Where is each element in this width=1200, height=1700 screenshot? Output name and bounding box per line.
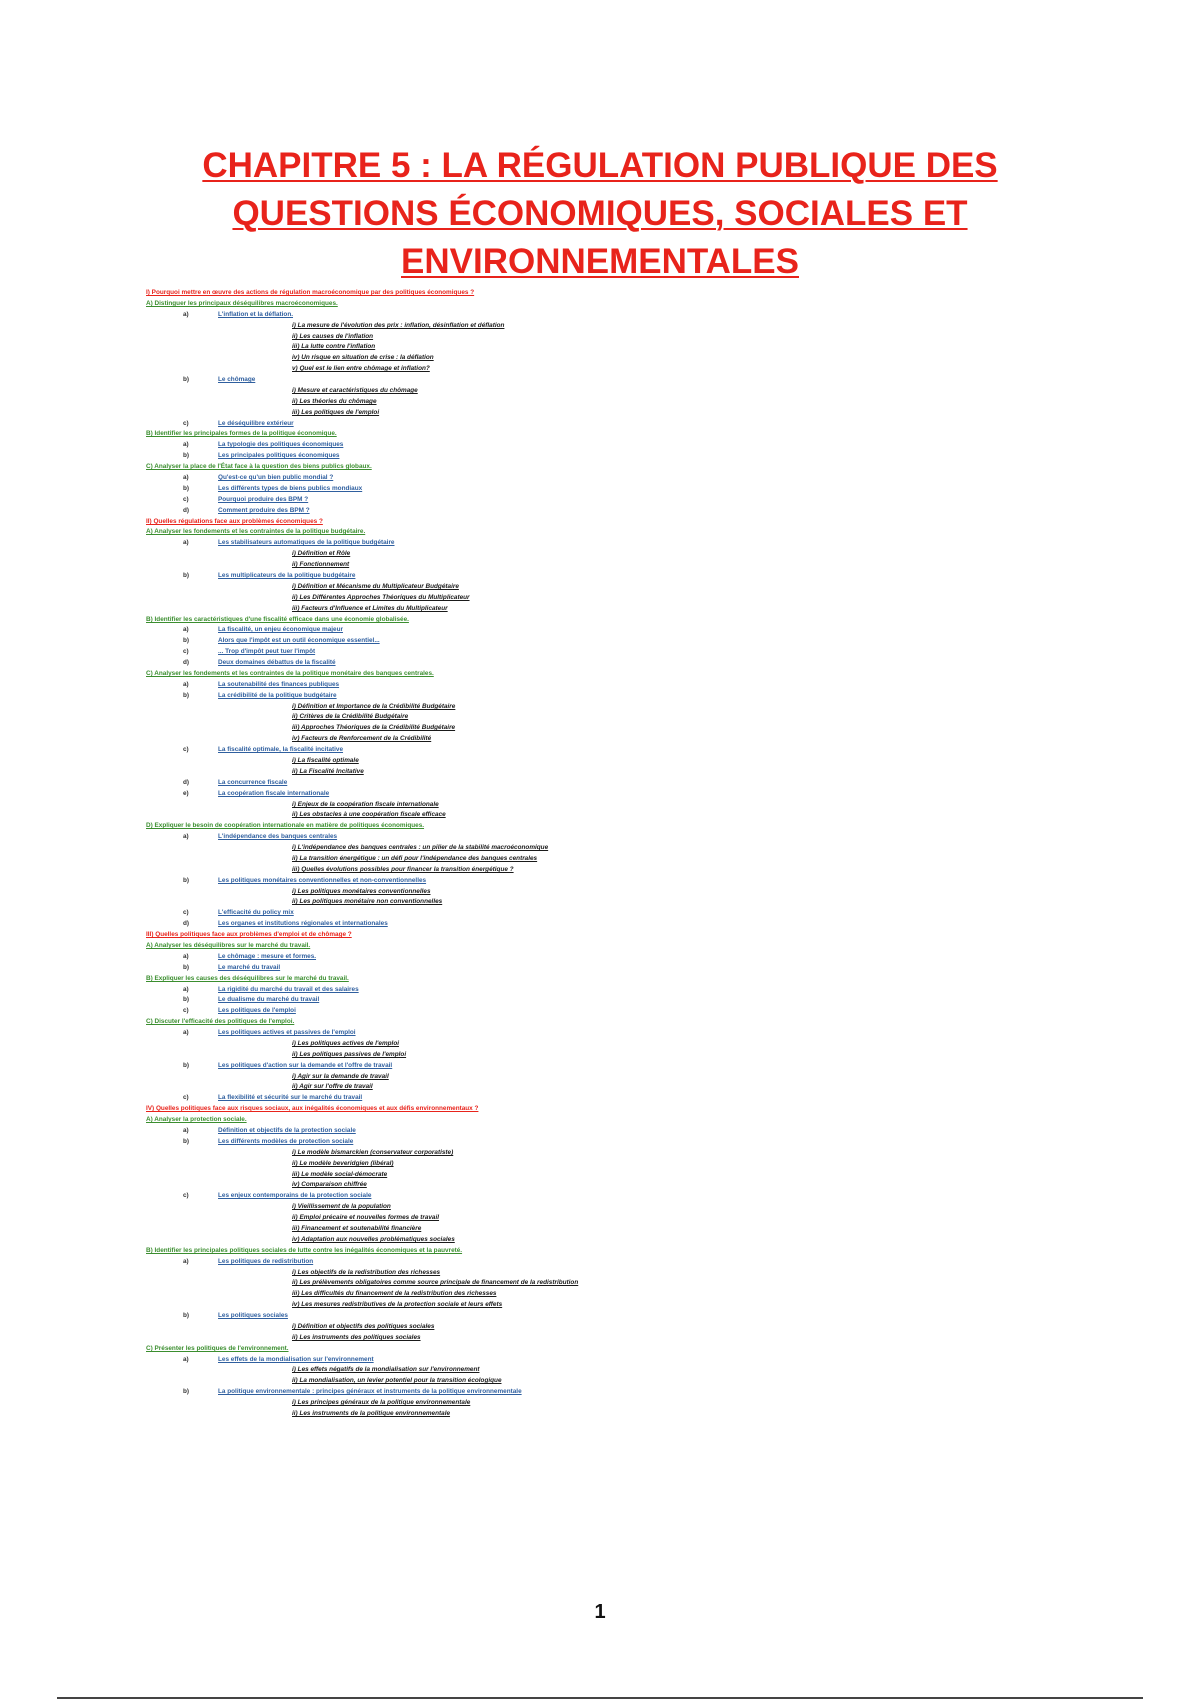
toc-subitem[interactable]: iii) Facteurs d'Influence et Limites du Multiplicateur bbox=[292, 605, 448, 612]
toc-subitem[interactable]: v) Quel est le lien entre chômage et inflation? bbox=[292, 365, 430, 372]
toc-marker: a) bbox=[183, 626, 189, 633]
toc-subitem[interactable]: i) Les politiques monétaires conventionnelles bbox=[292, 888, 431, 895]
toc-subitem[interactable]: i) Enjeux de la coopération fiscale internationale bbox=[292, 801, 439, 808]
toc-subitem[interactable]: iii) Quelles évolutions possibles pour financer la transition énergétique ? bbox=[292, 866, 514, 873]
toc-marker: c) bbox=[183, 909, 189, 916]
toc-subsection[interactable]: A) Analyser les fondements et les contraintes de la politique budgétaire. bbox=[146, 528, 366, 535]
toc-marker: b) bbox=[183, 996, 190, 1003]
toc-item[interactable]: Pourquoi produire des BPM ? bbox=[218, 496, 309, 503]
toc-item[interactable]: La fiscalité optimale, la fiscalité incitative bbox=[218, 746, 344, 753]
toc-subitem[interactable]: i) Les principes généraux de la politique environnementale bbox=[292, 1399, 471, 1406]
toc-item[interactable]: Alors que l'impôt est un outil économique essentiel... bbox=[218, 637, 380, 644]
toc-subitem[interactable]: i) L'indépendance des banques centrales : un pilier de la stabilité macroéconomique bbox=[292, 844, 549, 851]
toc-marker: b) bbox=[183, 692, 190, 699]
toc-subsection[interactable]: A) Distinguer les principaux déséquilibres macroéconomiques. bbox=[146, 300, 338, 307]
toc-marker: c) bbox=[183, 1007, 189, 1014]
toc-item[interactable]: Les principales politiques économiques bbox=[218, 452, 340, 459]
toc-section[interactable]: I) Pourquoi mettre en œuvre des actions de régulation macroéconomique par des politiques économiques ? bbox=[146, 289, 475, 296]
toc-marker: a) bbox=[183, 1029, 189, 1036]
toc-subitem[interactable]: iii) Financement et soutenabilité financière bbox=[292, 1225, 422, 1232]
toc-subitem[interactable]: ii) Les théories du chômage bbox=[292, 398, 377, 405]
toc-subitem[interactable]: ii) Critères de la Crédibilité Budgétaire bbox=[292, 713, 409, 720]
toc-subitem[interactable]: iii) Les politiques de l'emploi bbox=[292, 409, 380, 416]
title-line: ENVIRONNEMENTALES bbox=[401, 242, 799, 281]
toc-item[interactable]: Les effets de la mondialisation sur l'environnement bbox=[218, 1356, 374, 1363]
toc-marker: d) bbox=[183, 659, 190, 666]
toc-subsection[interactable]: C) Présenter les politiques de l'environnement. bbox=[146, 1345, 289, 1352]
toc-marker: b) bbox=[183, 1062, 190, 1069]
toc-subitem[interactable]: ii) Les politiques monétaire non conventionnelles bbox=[292, 898, 443, 905]
toc-item[interactable]: Les politiques monétaires conventionnelles et non-conventionnelles bbox=[218, 877, 427, 884]
toc-subitem[interactable]: ii) Le modèle beveridgien (libéral) bbox=[292, 1160, 394, 1167]
toc-subitem[interactable]: ii) Emploi précaire et nouvelles formes de travail bbox=[292, 1214, 440, 1221]
toc-subitem[interactable]: iii) La lutte contre l'inflation bbox=[292, 343, 376, 350]
toc-item[interactable]: Définition et objectifs de la protection sociale bbox=[218, 1127, 356, 1134]
toc-subitem[interactable]: ii) Les politiques passives de l'emploi bbox=[292, 1051, 407, 1058]
toc-item[interactable]: Les politiques d'action sur la demande et l'offre de travail bbox=[218, 1062, 393, 1069]
toc-subitem[interactable]: i) Vieillissement de la population bbox=[292, 1203, 391, 1210]
toc-subsection[interactable]: D) Expliquer le besoin de coopération internationale en matière de politiques économiques. bbox=[146, 822, 425, 829]
toc-subitem[interactable]: i) Les politiques actives de l'emploi bbox=[292, 1040, 399, 1047]
toc-marker: e) bbox=[183, 790, 189, 797]
toc-subitem[interactable]: i) La fiscalité optimale bbox=[292, 757, 359, 764]
toc-subitem[interactable]: ii) Fonctionnement bbox=[292, 561, 350, 568]
toc-item[interactable]: Les multiplicateurs de la politique budgétaire bbox=[218, 572, 356, 579]
toc-marker: b) bbox=[183, 376, 190, 383]
toc-subsection[interactable]: C) Analyser les fondements et les contraintes de la politique monétaire des banques centrales. bbox=[146, 670, 434, 677]
toc-item[interactable]: Les enjeux contemporains de la protection sociale bbox=[218, 1192, 372, 1199]
toc-item[interactable]: Comment produire des BPM ? bbox=[218, 507, 310, 514]
toc-subitem[interactable]: iv) Comparaison chiffrée bbox=[292, 1181, 367, 1188]
toc-marker: b) bbox=[183, 877, 190, 884]
toc-item[interactable]: L'efficacité du policy mix bbox=[218, 909, 294, 916]
toc-marker: c) bbox=[183, 1094, 189, 1101]
title-line: QUESTIONS ÉCONOMIQUES, SOCIALES ET bbox=[232, 194, 968, 233]
toc-subitem[interactable]: iii) Les difficultés du financement de la redistribution des richesses bbox=[292, 1290, 497, 1297]
toc-subitem[interactable]: iii) Approches Théoriques de la Crédibilité Budgétaire bbox=[292, 724, 456, 731]
toc-subitem[interactable]: ii) Les Différentes Approches Théoriques du Multiplicateur bbox=[292, 594, 470, 601]
toc-marker: a) bbox=[183, 953, 189, 960]
toc-subitem[interactable]: i) Définition et objectifs des politiques sociales bbox=[292, 1323, 435, 1330]
toc-marker: b) bbox=[183, 1138, 190, 1145]
toc-subitem[interactable]: ii) Les obstacles à une coopération fiscale efficace bbox=[292, 811, 446, 818]
toc-marker: a) bbox=[183, 681, 189, 688]
toc-item[interactable]: La coopération fiscale internationale bbox=[218, 790, 330, 797]
toc-item[interactable]: La fiscalité, un enjeu économique majeur bbox=[218, 626, 344, 633]
toc-marker: b) bbox=[183, 1312, 190, 1319]
toc-section[interactable]: IV) Quelles politiques face aux risques sociaux, aux inégalités économiques et aux défis environnementaux ? bbox=[146, 1105, 479, 1112]
toc-subitem[interactable]: iii) Le modèle social-démocrate bbox=[292, 1171, 388, 1178]
toc-subitem[interactable]: ii) Les instruments de la politique environnementale bbox=[292, 1410, 451, 1417]
toc-item[interactable]: Les différents types de biens publics mondiaux bbox=[218, 485, 363, 492]
toc-item[interactable]: Les politiques actives et passives de l'emploi bbox=[218, 1029, 356, 1036]
toc-marker: d) bbox=[183, 507, 190, 514]
toc-subsection[interactable]: B) Identifier les principales formes de la politique économique. bbox=[146, 430, 337, 437]
toc-subsection[interactable]: B) Expliquer les causes des déséquilibres sur le marché du travail. bbox=[146, 975, 349, 982]
toc-marker: a) bbox=[183, 474, 189, 481]
toc-subsection[interactable]: A) Analyser les déséquilibres sur le marché du travail. bbox=[146, 942, 311, 949]
toc-marker: a) bbox=[183, 1356, 189, 1363]
toc-marker: b) bbox=[183, 452, 190, 459]
toc-item[interactable]: Deux domaines débattus de la fiscalité bbox=[218, 659, 336, 666]
toc-marker: a) bbox=[183, 833, 189, 840]
toc-marker: a) bbox=[183, 311, 189, 318]
toc-marker: a) bbox=[183, 1258, 189, 1265]
toc-item[interactable]: La flexibilité et sécurité sur le marché du travail bbox=[218, 1094, 363, 1101]
toc-item[interactable]: L'inflation et la déflation. bbox=[218, 311, 294, 318]
toc-item[interactable]: La crédibilité de la politique budgétaire bbox=[218, 692, 337, 699]
toc-subitem[interactable]: iv) Adaptation aux nouvelles problématiques sociales bbox=[292, 1236, 455, 1243]
toc-subitem[interactable]: ii) Agir sur l'offre de travail bbox=[292, 1083, 373, 1090]
toc-subitem[interactable]: i) Les effets négatifs de la mondialisation sur l'environnement bbox=[292, 1366, 480, 1373]
toc-section[interactable]: II) Quelles régulations face aux problèmes économiques ? bbox=[146, 518, 323, 525]
toc-subitem[interactable]: iv) Un risque en situation de crise : la déflation bbox=[292, 354, 434, 361]
toc-subsection[interactable]: C) Discuter l'efficacité des politiques de l'emploi. bbox=[146, 1018, 295, 1025]
toc-marker: d) bbox=[183, 779, 190, 786]
toc-subsection[interactable]: B) Identifier les principales politiques sociales de lutte contre les inégalités économiques et la pauvreté. bbox=[146, 1247, 463, 1254]
toc-subitem[interactable]: ii) Les instruments des politiques sociales bbox=[292, 1334, 421, 1341]
toc-marker: a) bbox=[183, 539, 189, 546]
toc-subitem[interactable]: i) La mesure de l'évolution des prix : inflation, désinflation et déflation bbox=[292, 322, 505, 329]
toc-item[interactable]: La concurrence fiscale bbox=[218, 779, 288, 786]
toc-subsection[interactable]: B) Identifier les caractéristiques d'une fiscalité efficace dans une économie globalisée. bbox=[146, 616, 409, 623]
toc-subitem[interactable]: i) Agir sur la demande de travail bbox=[292, 1073, 389, 1080]
toc-item[interactable]: Les stabilisateurs automatiques de la politique budgétaire bbox=[218, 539, 395, 546]
toc-marker: d) bbox=[183, 920, 190, 927]
toc-marker: b) bbox=[183, 485, 190, 492]
toc-item[interactable]: Les organes et institutions régionales et internationales bbox=[218, 920, 388, 927]
toc-marker: b) bbox=[183, 964, 190, 971]
toc-marker: c) bbox=[183, 648, 189, 655]
toc-subsection[interactable]: A) Analyser la protection sociale. bbox=[146, 1116, 247, 1123]
toc-marker: c) bbox=[183, 746, 189, 753]
toc-subitem[interactable]: i) Définition et Mécanisme du Multiplicateur Budgétaire bbox=[292, 583, 459, 590]
toc-marker: c) bbox=[183, 496, 189, 503]
toc-section[interactable]: III) Quelles politiques face aux problèmes d'emploi et de chômage ? bbox=[146, 931, 352, 938]
toc-marker: b) bbox=[183, 637, 190, 644]
toc-subitem[interactable]: iv) Facteurs de Renforcement de la Crédibilité bbox=[292, 735, 432, 742]
toc-item[interactable]: La soutenabilité des finances publiques bbox=[218, 681, 340, 688]
toc-item[interactable]: Le marché du travail bbox=[218, 964, 281, 971]
toc-item[interactable]: Les politiques sociales bbox=[218, 1312, 288, 1319]
toc-item[interactable]: L'indépendance des banques centrales bbox=[218, 833, 338, 840]
toc-subitem[interactable]: iv) Les mesures redistributives de la protection sociale et leurs effets bbox=[292, 1301, 503, 1308]
toc-subitem[interactable]: ii) La mondialisation, un levier potentiel pour la transition écologique bbox=[292, 1377, 502, 1384]
toc-item[interactable]: Les différents modèles de protection sociale bbox=[218, 1138, 354, 1145]
footer-rule bbox=[57, 1697, 1143, 1699]
toc-item[interactable]: Le déséquilibre extérieur bbox=[218, 420, 294, 427]
toc-item[interactable]: Qu'est-ce qu'un bien public mondial ? bbox=[218, 474, 334, 481]
toc-item[interactable]: La rigidité du marché du travail et des salaires bbox=[218, 986, 359, 993]
toc-subitem[interactable]: i) Définition et Importance de la Crédibilité Budgétaire bbox=[292, 703, 456, 710]
toc-item[interactable]: Le dualisme du marché du travail bbox=[218, 996, 320, 1003]
toc-subitem[interactable]: ii) La transition énergétique : un défi pour l'indépendance des banques centrales bbox=[292, 855, 538, 862]
toc-subitem[interactable]: ii) La Fiscalité Incitative bbox=[292, 768, 364, 775]
toc-subitem[interactable]: i) Mesure et caractéristiques du chômage bbox=[292, 387, 418, 394]
title-line: CHAPITRE 5 : LA RÉGULATION PUBLIQUE DES bbox=[202, 146, 998, 185]
toc-marker: a) bbox=[183, 441, 189, 448]
toc-subitem[interactable]: i) Les objectifs de la redistribution des richesses bbox=[292, 1269, 441, 1276]
toc-item[interactable]: Les politiques de redistribution bbox=[218, 1258, 314, 1265]
toc-item[interactable]: Le chômage bbox=[218, 376, 256, 383]
page-number: 1 bbox=[594, 1601, 606, 1623]
toc-marker: a) bbox=[183, 986, 189, 993]
toc-subitem[interactable]: i) Définition et Rôle bbox=[292, 550, 351, 557]
toc-item[interactable]: Les politiques de l'emploi bbox=[218, 1007, 296, 1014]
toc-subsection[interactable]: C) Analyser la place de l'État face à la question des biens publics globaux. bbox=[146, 463, 372, 470]
toc-marker: c) bbox=[183, 1192, 189, 1199]
toc-subitem[interactable]: ii) Les causes de l'inflation bbox=[292, 333, 374, 340]
toc-marker: b) bbox=[183, 572, 190, 579]
toc-subitem[interactable]: ii) Les prélèvements obligatoires comme source principale de financement de la redistribution bbox=[292, 1279, 579, 1286]
toc-marker: c) bbox=[183, 420, 189, 427]
toc-item[interactable]: La typologie des politiques économiques bbox=[218, 441, 344, 448]
toc-subitem[interactable]: i) Le modèle bismarckien (conservateur corporatiste) bbox=[292, 1149, 454, 1156]
toc-item[interactable]: Le chômage : mesure et formes. bbox=[218, 953, 317, 960]
toc-marker: b) bbox=[183, 1388, 190, 1395]
toc-item[interactable]: La politique environnementale : principes généraux et instruments de la politique environnementale bbox=[218, 1388, 522, 1395]
toc-marker: a) bbox=[183, 1127, 189, 1134]
toc-item[interactable]: ... Trop d'impôt peut tuer l'impôt bbox=[218, 648, 316, 655]
